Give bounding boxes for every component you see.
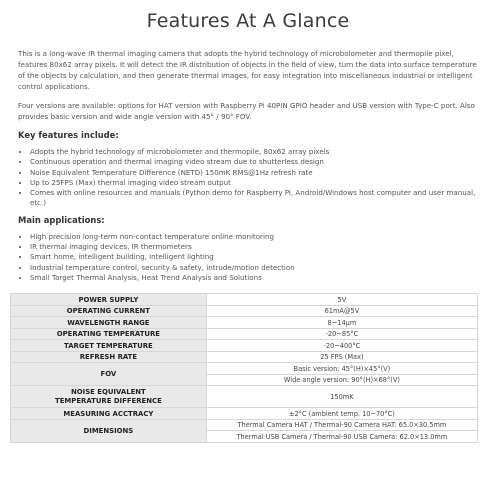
spec-value: Thermal Camera HAT / Thermal-90 Camera HAT: 65.0×30.5mm <box>206 419 477 431</box>
table-row <box>11 328 478 340</box>
spec-label: POWER SUPPLY <box>11 294 207 306</box>
spec-value: -20~85°C <box>206 328 477 340</box>
list-item: • High precision long-term non-contact temperature online monitoring <box>30 232 478 242</box>
page-title: Features At A Glance <box>146 10 350 32</box>
applications-list <box>18 232 478 283</box>
spec-value: 25 FPS (Max) <box>206 351 477 363</box>
versions-paragraph: Four versions are available: options for HAT version with Raspberry Pi 40PIN GPIO header and USB version with Type-C port. Also provides basic version and wide angle version with 45° / 90° FOV. <box>18 101 475 121</box>
list-item: • Comes with online resources and manuals (Python demo for Raspberry Pi, Android/Windows host computer and user manual, etc.) <box>30 188 478 209</box>
list-item: • Up to 25FPS (Max) thermal imaging video stream output <box>30 178 478 188</box>
table-row <box>11 408 478 420</box>
spec-value: 61mA@5V <box>206 305 477 317</box>
table-row <box>11 340 478 352</box>
table-row <box>11 317 478 329</box>
spec-table <box>10 293 478 443</box>
list-item: • Smart home, intelligent building, intelligent lighting <box>30 252 478 262</box>
spec-value: Basic version: 45°(H)×45°(V) <box>206 363 477 375</box>
list-item: • Noise Equivalent Temperature Difference (NETD) 150mK RMS@1Hz refresh rate <box>30 168 478 178</box>
spec-label: MEASURING ACCTRACY <box>11 408 207 420</box>
spec-label: OPERATING TEMPERATURE <box>11 328 207 340</box>
spec-label: TARGET TEMPERATURE <box>11 340 207 352</box>
list-item: • IR thermal imaging devices, IR thermometers <box>30 242 478 252</box>
spec-label: WAVELENGTH RANGE <box>11 317 207 329</box>
spec-value: -20~400°C <box>206 340 477 352</box>
spec-value: Thermal USB Camera / Thermal-90 USB Camera: 62.0×13.0mm <box>206 431 477 443</box>
table-row <box>11 386 478 408</box>
spec-value: Wide angle version: 90°(H)×68°(V) <box>206 374 477 386</box>
spec-label <box>11 386 207 408</box>
spec-label-line: TEMPERATURE DIFFERENCE <box>55 396 162 405</box>
table-row <box>11 294 478 306</box>
list-item: • Small Target Thermal Analysis, Heat Trend Analysis and Solutions <box>30 273 478 283</box>
spec-table-container <box>10 293 478 443</box>
list-item: • Industrial temperature control, security & safety, intrude/motion detection <box>30 263 478 273</box>
list-item: • Continuous operation and thermal imaging video stream due to shutterless design <box>30 157 478 167</box>
spec-label: FOV <box>11 363 207 386</box>
key-features-list <box>18 147 478 209</box>
list-item: • Adopts the hybrid technology of microbolometer and thermopile, 80x62 array pixels <box>30 147 478 157</box>
intro-paragraph: This is a long-wave IR thermal imaging camera that adopts the hybrid technology of microbolometer and thermopile pixel, features 80x62 array pixels. It will detect the IR distribution of objects in the field of view, turn the data into surface temperature of the objects by calculation, and then generate thermal images, for easy integration into miscellaneous industrial or intelligent control applications. <box>18 49 477 91</box>
applications-heading: Main applications: <box>18 214 105 225</box>
table-row <box>11 305 478 317</box>
table-row <box>11 363 478 375</box>
spec-value: ±2°C (ambient temp. 10~70°C) <box>206 408 477 420</box>
table-row <box>11 351 478 363</box>
spec-label-line: NOISE EQUIVALENT <box>71 387 146 396</box>
spec-label: REFRESH RATE <box>11 351 207 363</box>
spec-label: OPERATING CURRENT <box>11 305 207 317</box>
spec-label: DIMENSIONS <box>11 419 207 442</box>
spec-value: 150mK <box>206 386 477 408</box>
spec-value: 8~14μm <box>206 317 477 329</box>
key-features-heading: Key features include: <box>18 130 119 140</box>
table-row <box>11 419 478 431</box>
spec-value: 5V <box>206 294 477 306</box>
